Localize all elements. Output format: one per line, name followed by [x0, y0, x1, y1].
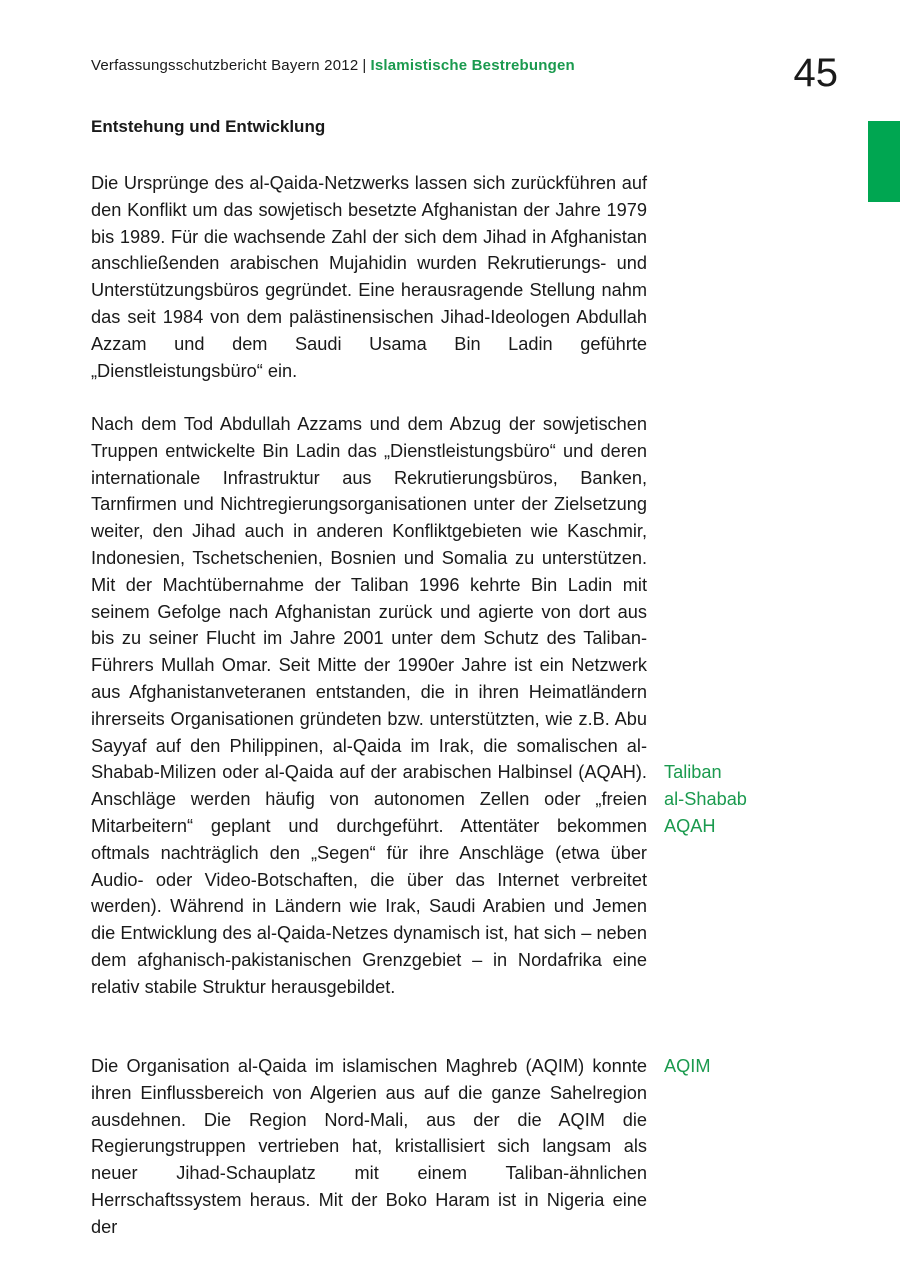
report-title: Verfassungsschutzbericht Bayern 2012 — [91, 57, 359, 74]
section-heading: Entstehung und Entwicklung — [91, 117, 326, 136]
section-title: Islamistische Bestrebungen — [370, 57, 575, 74]
chapter-tab-marker — [868, 121, 900, 202]
margin-keyword: al-Shabab — [664, 788, 747, 809]
margin-keyword: Taliban — [664, 762, 722, 782]
margin-keywords — [664, 759, 824, 839]
margin-keyword: AQIM — [664, 1056, 711, 1076]
running-header — [91, 57, 575, 74]
header-separator: | — [362, 57, 367, 74]
paragraph: Nach dem Tod Abdullah Azzams und dem Abzug der sowjetischen Truppen entwickelte Bin Ladin das „Dienstleistungsbüro“ und deren internationale Infrastruktur aus Rekrutierungsbüros, Banken, Tarnfirmen und Nichtregierungsorganisationen unter der Zielsetzung weiter, den Jihad auch in anderen Konfliktgebieten wie Kaschmir, Indonesien, Tschetschenien, Bosnien und Somalia zu unterstützen. Mit der Machtübernahme der Taliban 1996 kehrte Bin Ladin mit seinem Gefolge nach Afghanistan zurück und agierte von dort aus bis zu seiner Flucht im Jahre 2001 unter dem Schutz des Taliban-Führers Mullah Omar. Seit Mitte der 1990er Jahre ist ein Netzwerk aus Afghanistanveteranen entstanden, die in ihren Heimatländern ihrerseits Organisationen gründeten bzw. unterstützten, wie z.B. Abu Sayyaf auf den Philippinen, al-Qaida im Irak, die somalischen al-Shabab-Milizen oder al-Qaida auf der arabischen Halbinsel (AQAH). Anschläge werden häufig von autonomen Zellen oder „freien Mitarbeitern“ geplant und durchgeführt. Attentäter bekommen oftmals nachträglich den „Segen“ für ihre Anschläge (etwa über Audio- oder Video-Botschaften, die über das Internet verbreitet werden). Während in Ländern wie Irak, Saudi Arabien und Jemen die Entwicklung des al-Qaida-Netzes dynamisch ist, hat sich – neben dem afghanisch-pakistanischen Grenzgebiet – in Nordafrika eine relativ stabile Struktur herausgebildet. — [91, 414, 648, 997]
margin-keyword: AQAH — [664, 815, 716, 836]
paragraph: Die Ursprünge des al-Qaida-Netzwerks lassen sich zurückführen auf den Konflikt um das sowjetisch besetzte Afghanistan der Jahre 1979 bis 1989. Für die wachsende Zahl der sich dem Jihad in Afghanistan anschließenden arabischen Mujahidin wurden Rekrutierungs- und Unterstützungsbüros gegründet. Eine herausragende Stellung nahm das seit 1984 von dem palästinensischen Jihad-Ideologen Abdullah Azzam und dem Saudi Usama Bin Ladin geführte „Dienstleistungsbüro“ ein. — [91, 173, 647, 381]
margin-keywords — [664, 1053, 824, 1080]
page-number: 45 — [793, 51, 838, 95]
paragraph: Die Organisation al-Qaida im islamischen Maghreb (AQIM) konnte ihren Einflussbereich von Algerien aus auf die ganze Sahelregion ausdehnen. Die Region Nord-Mali, aus der die AQIM die Regierungstruppen vertrieben hat, kristallisiert sich langsam als neuer Jihad-Schauplatz mit einem Taliban-ähnlichen Herrschaftssystem heraus. Mit der Boko Haram ist in Nigeria eine der — [91, 1056, 647, 1237]
